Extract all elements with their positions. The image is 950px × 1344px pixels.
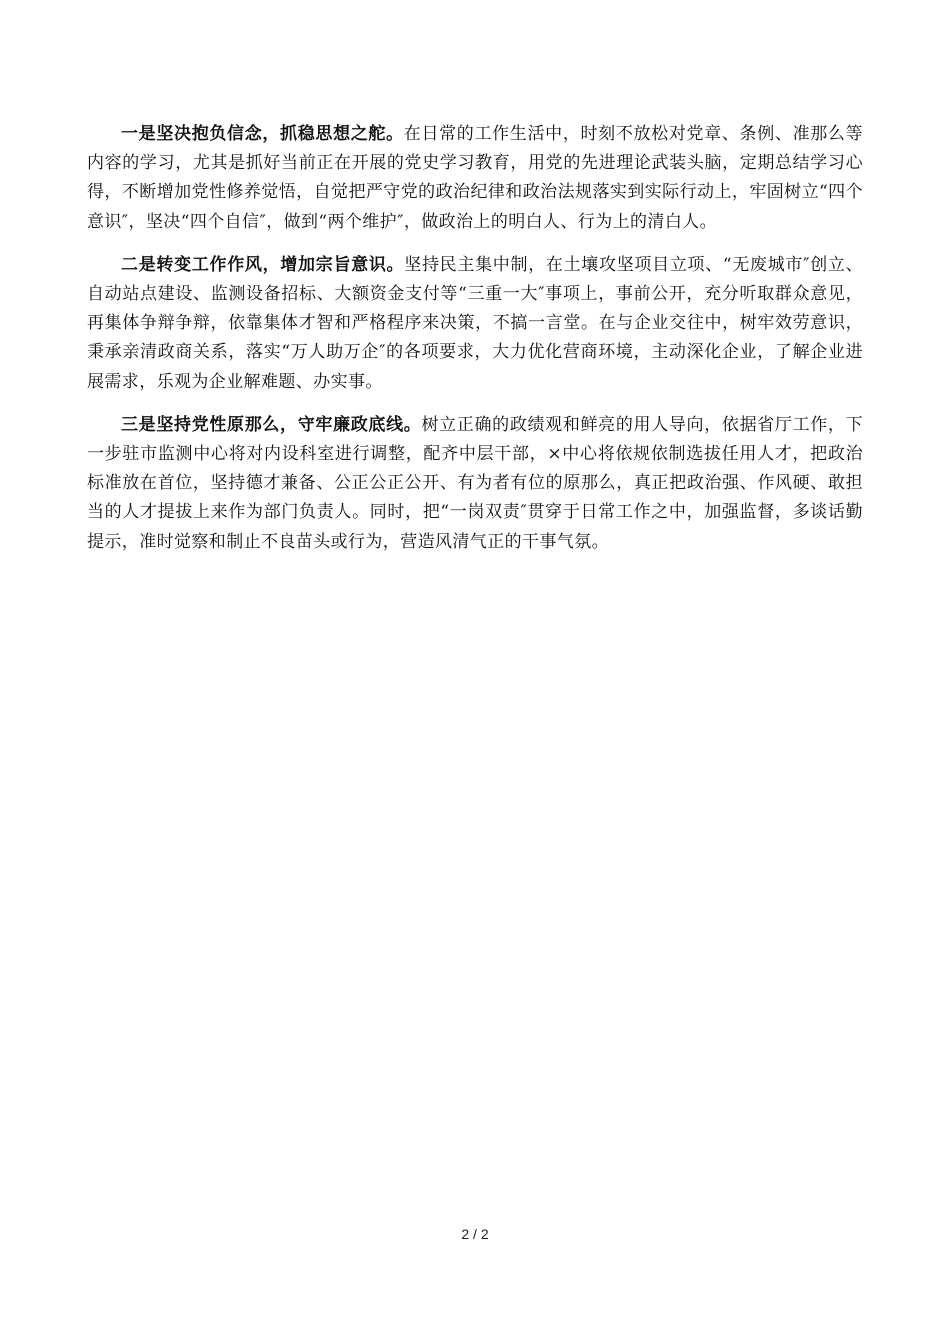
document-body <box>87 120 863 571</box>
paragraph-1-text: 在日常的工作生活中，时刻不放松对党章、条例、准那么等内容的学习，尤其是抓好当前正在开展的党史学习教育，用党的先进理论武装头脑，定期总结学习心得，不断增加党性修养觉悟，自觉把严守党的政治纪律和政治法规落实到实际行动上，牢固树立“四个意识″，坚决“四个自信″，做到“两个维护″，做政治上的明白人、行为上的清白人。 <box>87 124 863 232</box>
paragraph-3-lead: 三是坚持党性原那么，守牢廉政底线。 <box>121 414 422 435</box>
paragraph-2 <box>87 251 863 397</box>
paragraph-3 <box>87 411 863 557</box>
paragraph-2-lead: 二是转变工作作风，增加宗旨意识。 <box>121 254 405 275</box>
page-number: 2 / 2 <box>461 1226 489 1242</box>
paragraph-1 <box>87 120 863 237</box>
paragraph-1-lead: 一是坚决抱负信念，抓稳思想之舵。 <box>121 124 404 144</box>
paragraph-3-text: 树立正确的政绩观和鲜亮的用人导向，依据省厅工作，下一步驻市监测中心将对内设科室进行调整，配齐中层干部，×中心将依规依制选拔任用人才，把政治标准放在首位，坚持德才兼备、公正公正公开、有为者有位的原那么，真正把政治强、作风硬、敢担当的人才提拔上来作为部门负责人。同时，把“一岗双责″贯穿于日常工作之中，加强监督，多谈话勤提示，准时觉察和制止不良苗头或行为，营造风清气正的干事气氛。 <box>87 414 864 552</box>
paragraph-2-text: 坚持民主集中制，在土壤攻坚项目立项、“无废城市″创立、自动站点建设、监测设备招标、大额资金支付等“三重一大″事项上，事前公开，充分听取群众意见，再集体争辩争辩，依靠集体才智和严格程序来决策，不搞一言堂。在与企业交往中，树牢效劳意识，秉承亲清政商关系，落实“万人助万企″的各项要求，大力优化营商环境，主动深化企业，了解企业进展需求，乐观为企业解难题、办实事。 <box>87 254 863 392</box>
